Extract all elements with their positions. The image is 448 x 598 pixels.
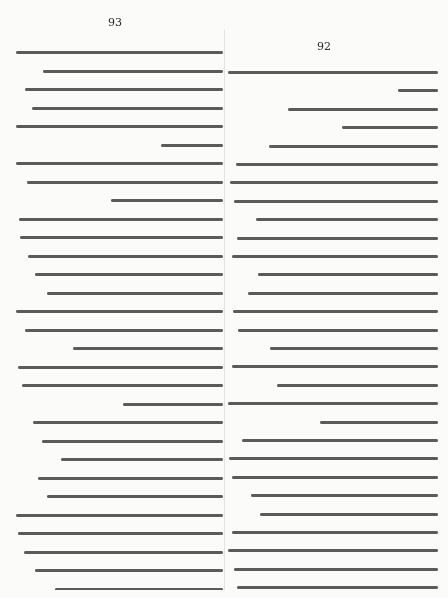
- left-page-body: [16, 45, 223, 590]
- text-line: [16, 310, 223, 313]
- text-line: [25, 329, 223, 332]
- text-line: [16, 51, 223, 54]
- text-line: [398, 89, 438, 92]
- text-line: [61, 458, 223, 461]
- text-line: [42, 440, 223, 443]
- text-line: [16, 162, 223, 165]
- text-line: [228, 71, 438, 74]
- text-line: [242, 439, 438, 442]
- text-line: [38, 477, 223, 480]
- text-line: [229, 457, 438, 460]
- text-line: [16, 125, 223, 128]
- text-line: [22, 384, 223, 387]
- text-line: [25, 88, 223, 91]
- text-line: [230, 181, 438, 184]
- page-gutter: [224, 30, 225, 590]
- text-line: [28, 255, 223, 258]
- text-line: [228, 549, 438, 552]
- text-line: [35, 569, 223, 572]
- text-line: [238, 329, 438, 332]
- text-line: [256, 218, 438, 221]
- text-line: [251, 494, 438, 497]
- page-number-left: 93: [108, 16, 122, 29]
- text-line: [233, 310, 438, 313]
- text-line: [20, 236, 223, 239]
- text-line: [234, 568, 438, 571]
- right-page-body: [228, 65, 438, 590]
- page-number-right: 92: [317, 40, 331, 53]
- text-line: [111, 199, 223, 202]
- text-line: [73, 347, 223, 350]
- text-line: [19, 218, 223, 221]
- text-line: [269, 145, 438, 148]
- text-line: [18, 532, 223, 535]
- text-line: [33, 421, 223, 424]
- text-line: [342, 126, 438, 129]
- text-line: [248, 292, 438, 295]
- text-line: [27, 181, 223, 184]
- text-line: [32, 107, 223, 110]
- text-line: [35, 273, 223, 276]
- text-line: [237, 586, 438, 589]
- text-line: [47, 292, 223, 295]
- text-line: [237, 237, 438, 240]
- text-line: [320, 421, 438, 424]
- text-line: [161, 144, 223, 147]
- text-line: [228, 402, 438, 405]
- text-line: [232, 255, 438, 258]
- text-line: [270, 347, 438, 350]
- text-line: [47, 495, 223, 498]
- text-line: [232, 476, 438, 479]
- text-line: [24, 551, 223, 554]
- text-line: [260, 513, 438, 516]
- text-line: [55, 588, 223, 591]
- text-line: [234, 200, 438, 203]
- text-line: [232, 531, 438, 534]
- text-line: [232, 365, 438, 368]
- text-line: [277, 384, 438, 387]
- text-line: [288, 108, 438, 111]
- text-line: [18, 366, 223, 369]
- text-line: [258, 273, 438, 276]
- text-line: [16, 514, 223, 517]
- text-line: [43, 70, 223, 73]
- text-line: [236, 163, 438, 166]
- text-line: [123, 403, 223, 406]
